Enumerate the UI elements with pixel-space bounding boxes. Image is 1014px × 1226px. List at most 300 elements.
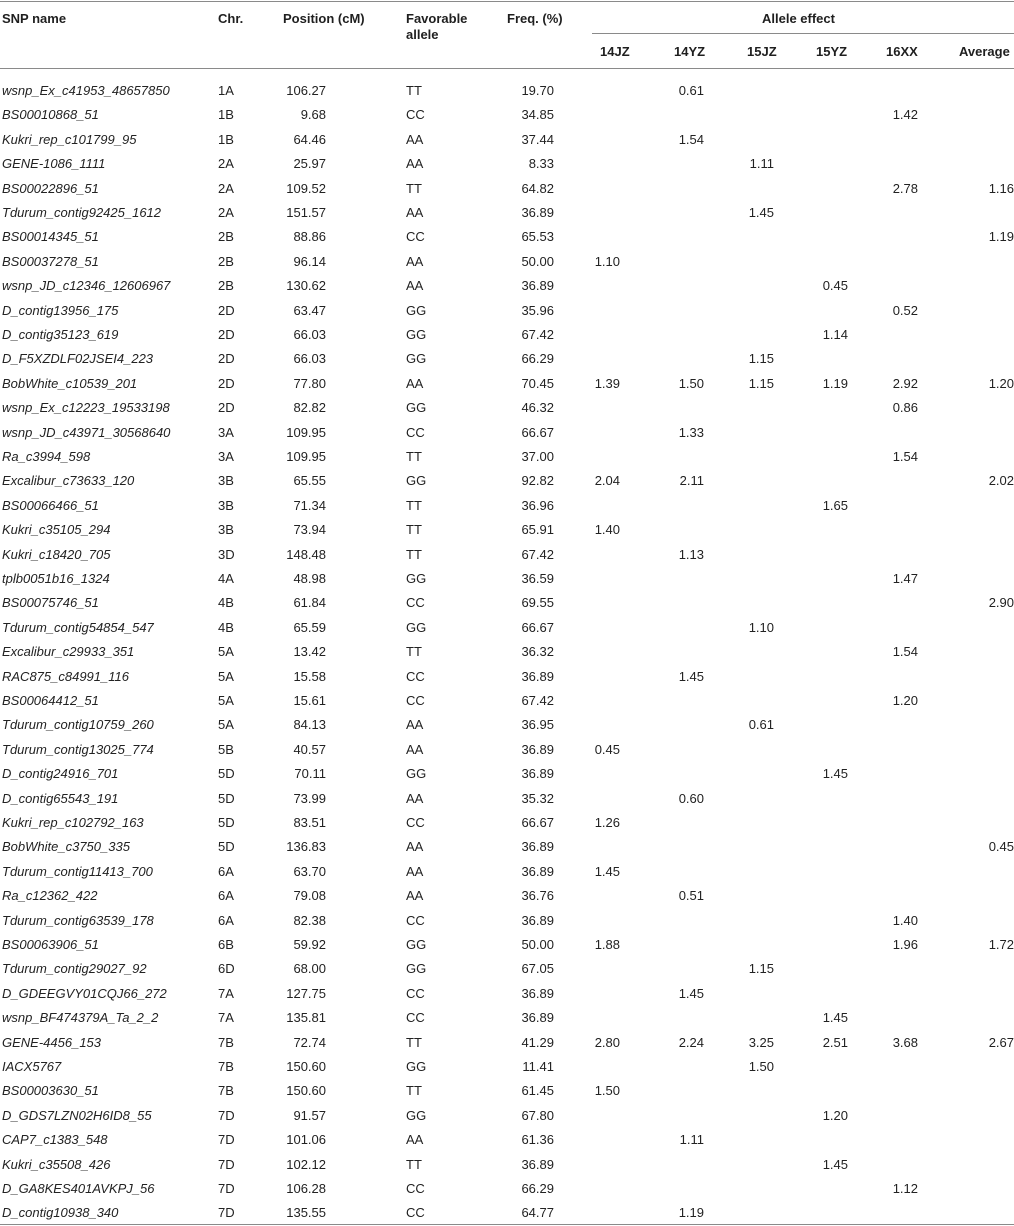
position-cell: 66.03 <box>293 327 326 342</box>
position-cell: 135.81 <box>286 1010 326 1026</box>
freq-cell: 66.29 <box>521 1181 554 1196</box>
position-cell: 72.74 <box>293 1034 326 1050</box>
table-row <box>0 396 1014 420</box>
chr-cell: 7D <box>218 1156 235 1172</box>
freq-cell: 69.55 <box>521 595 554 611</box>
favorable-allele-cell: TT <box>406 180 422 196</box>
freq-cell: 36.89 <box>521 741 554 757</box>
effect-14jz-cell: 1.88 <box>594 937 620 952</box>
header-env-15yz: 15YZ <box>816 44 848 59</box>
effect-16xx-cell: 2.92 <box>892 375 918 391</box>
effect-14yz-cell: 1.33 <box>678 424 704 440</box>
snp-name-cell: Tdurum_contig92425_1612 <box>2 205 162 220</box>
effect-14jz-cell: 1.10 <box>594 253 620 269</box>
freq-cell: 36.76 <box>521 888 554 904</box>
snp-name-cell: D_contig10938_340 <box>2 1205 119 1221</box>
favorable-allele-cell: AA <box>406 717 424 733</box>
snp-name-cell: BS00022896_51 <box>2 180 99 196</box>
chr-cell: 1A <box>218 83 234 98</box>
table-row <box>0 177 1014 201</box>
effect-14yz-cell: 0.61 <box>678 83 704 98</box>
snp-name-cell: wsnp_BF474379A_Ta_2_2 <box>2 1010 159 1026</box>
position-cell: 73.99 <box>293 790 326 806</box>
position-cell: 130.62 <box>286 278 326 294</box>
table-row <box>0 323 1014 347</box>
chr-cell: 6D <box>218 961 235 977</box>
effect-14yz-cell: 1.11 <box>679 1132 704 1148</box>
effect-15yz-cell: 1.45 <box>822 1156 848 1172</box>
freq-cell: 37.00 <box>521 449 554 464</box>
chr-cell: 5A <box>218 644 234 660</box>
position-cell: 63.70 <box>293 863 326 879</box>
table-row <box>0 957 1014 981</box>
snp-name-cell: Kukri_c35508_426 <box>2 1156 111 1172</box>
position-cell: 77.80 <box>293 375 326 391</box>
snp-name-cell: Excalibur_c29933_351 <box>2 644 135 660</box>
table-row <box>0 445 1014 469</box>
chr-cell: 6B <box>218 937 234 952</box>
table-row <box>0 128 1014 152</box>
table-row <box>0 909 1014 933</box>
effect-average-cell: 1.16 <box>988 180 1014 196</box>
snp-name-cell: wsnp_JD_c43971_30568640 <box>2 424 171 440</box>
effect-15yz-cell: 1.19 <box>822 375 848 391</box>
chr-cell: 5D <box>218 790 235 806</box>
table-row <box>0 494 1014 518</box>
favorable-allele-cell: TT <box>406 497 422 513</box>
snp-name-cell: Tdurum_contig29027_92 <box>2 961 147 977</box>
table-row <box>0 543 1014 567</box>
favorable-allele-cell: GG <box>406 571 427 586</box>
favorable-allele-cell: AA <box>406 375 424 391</box>
chr-cell: 2A <box>218 205 234 220</box>
freq-cell: 36.32 <box>521 644 554 660</box>
position-cell: 136.83 <box>286 839 326 855</box>
effect-average-cell: 1.19 <box>988 229 1014 245</box>
position-cell: 9.68 <box>300 107 326 123</box>
freq-cell: 46.32 <box>521 400 554 416</box>
freq-cell: 50.00 <box>521 253 554 269</box>
favorable-allele-cell: TT <box>406 1156 422 1172</box>
position-cell: 151.57 <box>286 205 326 220</box>
header-env-average: Average <box>959 44 1010 59</box>
favorable-allele-cell: GG <box>406 473 427 489</box>
favorable-allele-cell: AA <box>406 888 424 904</box>
snp-name-cell: GENE-1086_1111 <box>2 156 106 172</box>
chr-cell: 4B <box>218 595 234 611</box>
chr-cell: 7D <box>218 1181 235 1196</box>
table-row <box>0 640 1014 664</box>
table-row <box>0 1177 1014 1201</box>
freq-cell: 36.95 <box>521 717 554 733</box>
effect-16xx-cell: 1.12 <box>892 1181 918 1196</box>
favorable-allele-cell: CC <box>406 595 425 611</box>
effect-14yz-cell: 2.24 <box>678 1034 704 1050</box>
position-cell: 109.95 <box>286 424 326 440</box>
freq-cell: 37.44 <box>521 131 554 147</box>
favorable-allele-cell: GG <box>406 351 427 367</box>
effect-14yz-cell: 1.50 <box>678 375 704 391</box>
snp-name-cell: D_GA8KES401AVKPJ_56 <box>2 1181 155 1196</box>
table-row <box>0 299 1014 323</box>
snp-name-cell: BS00075746_51 <box>2 595 99 611</box>
snp-name-cell: BS00037278_51 <box>2 253 99 269</box>
chr-cell: 3A <box>218 424 234 440</box>
chr-cell: 2A <box>218 156 234 172</box>
position-cell: 65.55 <box>293 473 326 489</box>
effect-16xx-cell: 0.86 <box>892 400 918 416</box>
freq-cell: 67.42 <box>521 693 554 708</box>
table-row <box>0 1006 1014 1030</box>
freq-cell: 36.89 <box>521 668 554 684</box>
chr-cell: 6A <box>218 912 234 928</box>
freq-cell: 70.45 <box>521 375 554 391</box>
chr-cell: 5A <box>218 717 234 733</box>
snp-name-cell: D_GDS7LZN02H6ID8_55 <box>2 1107 152 1123</box>
table-row <box>0 372 1014 396</box>
effect-15yz-cell: 1.14 <box>822 327 848 342</box>
chr-cell: 3B <box>218 473 234 489</box>
effect-14jz-cell: 1.26 <box>594 815 620 830</box>
snp-name-cell: Kukri_c35105_294 <box>2 522 111 538</box>
table-row <box>0 860 1014 884</box>
effect-16xx-cell: 1.54 <box>892 644 918 660</box>
snp-name-cell: BS00066466_51 <box>2 497 99 513</box>
effect-14jz-cell: 1.39 <box>594 375 620 391</box>
position-cell: 150.60 <box>286 1083 326 1099</box>
position-cell: 82.82 <box>293 400 326 416</box>
chr-cell: 2B <box>218 253 234 269</box>
position-cell: 82.38 <box>293 912 326 928</box>
favorable-allele-cell: TT <box>406 522 422 538</box>
effect-average-cell: 2.02 <box>988 473 1014 489</box>
position-cell: 48.98 <box>293 571 326 586</box>
table-row <box>0 1201 1014 1225</box>
header-position: Position (cM) <box>283 11 365 26</box>
favorable-allele-cell: GG <box>406 619 427 635</box>
table-row <box>0 152 1014 176</box>
snp-name-cell: BobWhite_c3750_335 <box>2 839 130 855</box>
favorable-allele-cell: TT <box>406 1034 422 1050</box>
header-bottom-rule <box>0 68 1014 69</box>
chr-cell: 5D <box>218 766 235 782</box>
favorable-allele-cell: CC <box>406 1010 425 1026</box>
favorable-allele-cell: CC <box>406 229 425 245</box>
freq-cell: 36.89 <box>521 1010 554 1026</box>
table-row <box>0 738 1014 762</box>
position-cell: 79.08 <box>293 888 326 904</box>
effect-15yz-cell: 1.45 <box>822 766 848 782</box>
header-env-14jz: 14JZ <box>600 44 630 59</box>
chr-cell: 3B <box>218 497 234 513</box>
freq-cell: 67.42 <box>521 546 554 562</box>
effect-15jz-cell: 1.10 <box>748 619 774 635</box>
favorable-allele-cell: GG <box>406 1107 427 1123</box>
effect-14jz-cell: 1.40 <box>594 522 620 538</box>
snp-name-cell: Tdurum_contig13025_774 <box>2 741 154 757</box>
header-chr: Chr. <box>218 11 244 26</box>
favorable-allele-cell: AA <box>406 839 424 855</box>
position-cell: 127.75 <box>286 985 326 1001</box>
effect-14jz-cell: 2.04 <box>594 473 620 489</box>
effect-14yz-cell: 1.45 <box>678 668 704 684</box>
effect-15jz-cell: 3.25 <box>748 1034 774 1050</box>
freq-cell: 36.89 <box>521 863 554 879</box>
favorable-allele-cell: CC <box>406 693 425 708</box>
effect-16xx-cell: 1.42 <box>892 107 918 123</box>
effect-16xx-cell: 1.40 <box>892 912 918 928</box>
snp-name-cell: IACX5767 <box>2 1059 62 1074</box>
position-cell: 65.59 <box>293 619 326 635</box>
favorable-allele-cell: CC <box>406 1181 425 1196</box>
freq-cell: 65.53 <box>521 229 554 245</box>
allele-effect-rule <box>592 33 1014 34</box>
snp-name-cell: D_contig24916_701 <box>2 766 119 782</box>
chr-cell: 2A <box>218 180 234 196</box>
freq-cell: 36.96 <box>521 497 554 513</box>
effect-16xx-cell: 1.54 <box>892 449 918 464</box>
snp-name-cell: D_contig65543_191 <box>2 790 119 806</box>
favorable-allele-cell: TT <box>406 644 422 660</box>
snp-name-cell: D_F5XZDLF02JSEI4_223 <box>2 351 154 367</box>
position-cell: 106.28 <box>286 1181 326 1196</box>
effect-16xx-cell: 1.96 <box>892 937 918 952</box>
position-cell: 64.46 <box>293 131 326 147</box>
effect-16xx-cell: 1.20 <box>892 693 918 708</box>
position-cell: 88.86 <box>293 229 326 245</box>
freq-cell: 36.89 <box>521 205 554 220</box>
freq-cell: 61.45 <box>521 1083 554 1099</box>
table-row <box>0 1055 1014 1079</box>
snp-name-cell: BobWhite_c10539_201 <box>2 375 138 391</box>
chr-cell: 4A <box>218 571 234 586</box>
effect-15yz-cell: 1.45 <box>822 1010 848 1026</box>
position-cell: 13.42 <box>293 644 326 660</box>
table-row <box>0 201 1014 225</box>
position-cell: 102.12 <box>286 1156 326 1172</box>
chr-cell: 5B <box>218 741 234 757</box>
favorable-allele-cell: AA <box>406 156 424 172</box>
freq-cell: 66.67 <box>521 424 554 440</box>
snp-name-cell: Tdurum_contig10759_260 <box>2 717 154 733</box>
freq-cell: 11.41 <box>522 1059 554 1074</box>
chr-cell: 5D <box>218 815 235 830</box>
table-row <box>0 79 1014 103</box>
favorable-allele-cell: AA <box>406 1132 424 1148</box>
freq-cell: 66.67 <box>521 815 554 830</box>
effect-16xx-cell: 3.68 <box>892 1034 918 1050</box>
header-env-16xx: 16XX <box>886 44 918 59</box>
favorable-allele-cell: AA <box>406 863 424 879</box>
chr-cell: 7D <box>218 1205 235 1221</box>
header-env-15jz: 15JZ <box>747 44 777 59</box>
position-cell: 91.57 <box>293 1107 326 1123</box>
chr-cell: 7B <box>218 1083 234 1099</box>
snp-name-cell: Kukri_c18420_705 <box>2 546 111 562</box>
position-cell: 135.55 <box>286 1205 326 1221</box>
position-cell: 59.92 <box>293 937 326 952</box>
table-row <box>0 1079 1014 1103</box>
table-row <box>0 982 1014 1006</box>
chr-cell: 2D <box>218 375 235 391</box>
snp-name-cell: Tdurum_contig54854_547 <box>2 619 154 635</box>
freq-cell: 92.82 <box>521 473 554 489</box>
freq-cell: 36.89 <box>521 912 554 928</box>
chr-cell: 1B <box>218 107 234 123</box>
favorable-allele-cell: GG <box>406 766 427 782</box>
effect-14yz-cell: 0.60 <box>678 790 704 806</box>
freq-cell: 36.89 <box>521 839 554 855</box>
favorable-allele-cell: GG <box>406 327 427 342</box>
bottom-rule <box>0 1224 1014 1225</box>
snp-name-cell: D_GDEEGVY01CQJ66_272 <box>2 985 167 1001</box>
freq-cell: 35.96 <box>521 302 554 318</box>
top-rule <box>0 1 1014 2</box>
effect-14yz-cell: 1.13 <box>678 546 704 562</box>
favorable-allele-cell: AA <box>406 205 424 220</box>
snp-name-cell: wsnp_JD_c12346_12606967 <box>2 278 171 294</box>
freq-cell: 36.59 <box>521 571 554 586</box>
chr-cell: 7D <box>218 1107 235 1123</box>
effect-14yz-cell: 1.19 <box>678 1205 704 1221</box>
favorable-allele-cell: CC <box>406 1205 425 1221</box>
chr-cell: 7D <box>218 1132 235 1148</box>
table-row <box>0 1153 1014 1177</box>
table-row <box>0 713 1014 737</box>
snp-name-cell: wsnp_Ex_c41953_48657850 <box>2 83 170 98</box>
freq-cell: 36.89 <box>521 766 554 782</box>
table-row <box>0 835 1014 859</box>
effect-14yz-cell: 1.54 <box>678 131 704 147</box>
table-row <box>0 567 1014 591</box>
favorable-allele-cell: AA <box>406 790 424 806</box>
table-row <box>0 665 1014 689</box>
freq-cell: 67.42 <box>521 327 554 342</box>
snp-name-cell: BS00003630_51 <box>2 1083 99 1099</box>
position-cell: 63.47 <box>293 302 326 318</box>
table-row <box>0 884 1014 908</box>
chr-cell: 5D <box>218 839 235 855</box>
freq-cell: 66.67 <box>521 619 554 635</box>
freq-cell: 64.77 <box>521 1205 554 1221</box>
chr-cell: 1B <box>218 131 234 147</box>
snp-name-cell: RAC875_c84991_116 <box>2 668 129 684</box>
favorable-allele-cell: GG <box>406 1059 427 1074</box>
snp-name-cell: Ra_c3994_598 <box>2 449 91 464</box>
chr-cell: 7B <box>218 1034 234 1050</box>
freq-cell: 41.29 <box>521 1034 554 1050</box>
chr-cell: 5A <box>218 693 234 708</box>
effect-average-cell: 2.67 <box>988 1034 1014 1050</box>
effect-average-cell: 2.90 <box>988 595 1014 611</box>
effect-14jz-cell: 1.45 <box>594 863 620 879</box>
chr-cell: 4B <box>218 619 234 635</box>
effect-14yz-cell: 2.11 <box>679 473 704 489</box>
position-cell: 70.11 <box>294 766 326 782</box>
effect-14yz-cell: 1.45 <box>678 985 704 1001</box>
snp-name-cell: BS00014345_51 <box>2 229 99 245</box>
chr-cell: 6A <box>218 888 234 904</box>
chr-cell: 3D <box>218 546 235 562</box>
table-row <box>0 591 1014 615</box>
header-favorable-allele: Favorable allele <box>406 11 468 42</box>
table-row <box>0 1104 1014 1128</box>
position-cell: 106.27 <box>286 83 326 98</box>
snp-name-cell: CAP7_c1383_548 <box>2 1132 108 1148</box>
position-cell: 68.00 <box>293 961 326 977</box>
effect-15jz-cell: 1.11 <box>749 156 774 172</box>
chr-cell: 7A <box>218 1010 234 1026</box>
table-row <box>0 1031 1014 1055</box>
snp-name-cell: tplb0051b16_1324 <box>2 571 110 586</box>
header-freq: Freq. (%) <box>507 11 563 26</box>
position-cell: 109.52 <box>286 180 326 196</box>
position-cell: 66.03 <box>293 351 326 367</box>
snp-name-cell: Kukri_rep_c101799_95 <box>2 131 137 147</box>
effect-15jz-cell: 1.15 <box>748 351 774 367</box>
freq-cell: 64.82 <box>521 180 554 196</box>
effect-15yz-cell: 0.45 <box>822 278 848 294</box>
effect-average-cell: 1.72 <box>988 937 1014 952</box>
snp-name-cell: D_contig35123_619 <box>2 327 119 342</box>
chr-cell: 2D <box>218 327 235 342</box>
snp-name-cell: D_contig13956_175 <box>2 302 119 318</box>
chr-cell: 5A <box>218 668 234 684</box>
effect-15jz-cell: 0.61 <box>748 717 774 733</box>
effect-16xx-cell: 1.47 <box>892 571 918 586</box>
position-cell: 101.06 <box>286 1132 326 1148</box>
position-cell: 61.84 <box>293 595 326 611</box>
snp-name-cell: BS00063906_51 <box>2 937 99 952</box>
favorable-allele-cell: AA <box>406 741 424 757</box>
effect-16xx-cell: 0.52 <box>892 302 918 318</box>
favorable-allele-cell: GG <box>406 302 427 318</box>
snp-name-cell: wsnp_Ex_c12223_19533198 <box>2 400 170 416</box>
table-row <box>0 616 1014 640</box>
position-cell: 15.58 <box>293 668 326 684</box>
position-cell: 150.60 <box>286 1059 326 1074</box>
favorable-allele-cell: CC <box>406 815 425 830</box>
favorable-allele-cell: TT <box>406 546 422 562</box>
freq-cell: 61.36 <box>521 1132 554 1148</box>
freq-cell: 34.85 <box>521 107 554 123</box>
chr-cell: 7B <box>218 1059 234 1074</box>
favorable-allele-cell: AA <box>406 253 424 269</box>
freq-cell: 8.33 <box>528 156 554 172</box>
table-row <box>0 103 1014 127</box>
effect-15yz-cell: 1.20 <box>822 1107 848 1123</box>
chr-cell: 3A <box>218 449 234 464</box>
freq-cell: 67.05 <box>521 961 554 977</box>
freq-cell: 67.80 <box>521 1107 554 1123</box>
position-cell: 109.95 <box>286 449 326 464</box>
table-row <box>0 347 1014 371</box>
snp-name-cell: Tdurum_contig63539_178 <box>2 912 154 928</box>
table-row <box>0 225 1014 249</box>
effect-15jz-cell: 1.15 <box>748 375 774 391</box>
favorable-allele-cell: TT <box>406 1083 422 1099</box>
table-row <box>0 689 1014 713</box>
effect-16xx-cell: 2.78 <box>892 180 918 196</box>
effect-15yz-cell: 1.65 <box>822 497 848 513</box>
table-row <box>0 787 1014 811</box>
table-row <box>0 933 1014 957</box>
position-cell: 71.34 <box>293 497 326 513</box>
snp-name-cell: Tdurum_contig11413_700 <box>2 863 153 879</box>
freq-cell: 19.70 <box>521 83 554 98</box>
snp-name-cell: GENE-4456_153 <box>2 1034 102 1050</box>
table-row <box>0 811 1014 835</box>
